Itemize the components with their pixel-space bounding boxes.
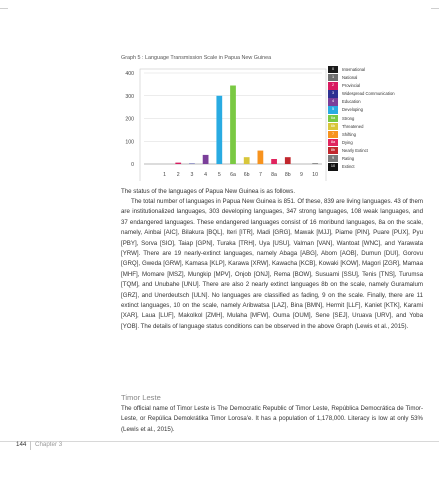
x-tick-label: 4 [204,172,208,178]
y-tick-label: 100 [125,139,134,146]
x-tick-label: 1 [163,172,166,178]
legend-label: Provincial [342,83,361,89]
legend-swatch: 4 [328,98,338,105]
legend-label: Extinct [342,164,355,170]
bar-5 [216,96,222,164]
chart-legend [328,66,404,171]
legend-entry [328,66,404,74]
bar-4 [203,155,209,164]
legend-swatch: 10 [328,163,338,170]
bar-chart-svg [118,63,328,181]
bar-8a [271,159,277,164]
x-tick-label: 3 [190,172,194,178]
x-tick-label: 6a [230,172,236,178]
legend-label: Strong [342,115,355,121]
legend-entry [328,155,404,163]
legend-label: National [342,75,358,81]
legend-label: Threatened [342,123,364,129]
timor-leste-paragraph: The official name of Timor Leste is The Democratic Republic of Timor Leste, República Democrática de Timor-Leste, or Repúlica Demokrátika Timor Lorosa'e. It has a population of 1,178,000. Literacy is low at only 53% (Lewis et al., 2015). [121,405,423,433]
legend-entry [328,147,404,155]
bar-6a [230,86,236,164]
bar-7 [258,151,264,164]
x-tick-label: 8a [271,172,277,178]
legend-label: Education [342,99,361,105]
y-tick-label: 200 [125,116,134,123]
legend-entry [328,90,404,98]
x-tick-label: 9 [300,172,303,178]
x-tick-label: 6b [243,172,250,178]
status-intro: The status of the languages of Papua New Guinea is as follows. [121,188,296,195]
legend-entry [328,131,404,139]
legend-entry [328,115,404,123]
legend-swatch: 1 [328,74,338,81]
legend-entry [328,163,404,171]
legend-swatch: 0 [328,66,338,73]
legend-label: Widespread Communication [342,91,395,97]
legend-swatch: 6b [328,123,338,130]
legend-swatch: 5 [328,106,338,113]
legend-swatch: 2 [328,82,338,89]
x-tick-label: 8b [284,172,291,178]
legend-swatch: 8b [328,147,338,154]
legend-label: Rating [342,156,355,162]
section-heading-timor-leste: Timor Leste [121,393,161,402]
legend-entry [328,139,404,147]
y-tick-label: 300 [125,93,134,100]
status-paragraph: The total number of languages in Papua New Guinea is 851. Of these, 839 are living languages. 43 of them are institutionalized languages, 303 developing languages, 347 strong languages, 108 weak languages, and 37 endangered languages. These endangered languages consist of 16 moribund languages, 8a on the scale, namely, Ainbai [AIC], Bilakura [BQL], Iteri [ITR], Madi [GRG], Mawak [MJJ], Piame [PIN], Puare [PUX], Pyu [PBY], Sorva [SIO], Taiap [GPN], Turaka [TRH], Uya [USU], Valman [VAN], Wantoat [WNC], and Yarawata [YRW]. There are 19 nearly-extinct languages, namely Abaga [ABG], Abom [AOB], Dumun [DUI], Gorovu [GRQ], Gweda [GRW], Kamasa [KLP], Karawa [XRW], Kawacha [KCB], Kowaki [KOW], Magori [ZGR], Mamaa [MHF], Momare [MSZ], Mungkip [MPV], Onjob [ONJ], Rema [BOW], Susuami [SSU], Tenis [TNS], Turumsa [TQM], and Unubahe [UNU]. There are also 2 nearly extinct languages 8b on the scale, namely Guramalum [GRZ], and Unerdeutsch [ULN]. No languages are classified as fading, 9 on the scale. Finally, there are 11 extinct languages, 10 on the scale, namely Aribwatsa [LAZ], Bina [BMN], Hermit [LLF], Kaniet [KTK], Karami [XAR], Laua [LUF], Makolkol [ZMH], Mulaha [MFW], Ouma [OUM], Sene [SEJ], Uruava [URV], and Yoba [YOB]. The details of language status conditions can be observed in the above Graph (Lewis et al., 2015). [121,198,423,330]
legend-entry [328,74,404,82]
legend-label: International [342,67,366,72]
legend-swatch: 8a [328,139,338,146]
legend-swatch: 6a [328,115,338,122]
legend-label: Nearly Extinct [342,147,368,153]
legend-entry [328,98,404,106]
legend-entry [328,123,404,131]
bar-2 [175,163,181,164]
x-tick-label: 10 [312,172,319,178]
page-number: 144 [16,441,27,448]
crop-mark-top-left [0,8,8,9]
legend-label: Dying [342,139,353,145]
legend-label: Shifting [342,131,356,137]
footer-divider [0,441,439,442]
graph-caption: Graph 5 : Language Transmission Scale in Papua New Guinea [121,55,272,61]
legend-label: Developing [342,107,363,113]
footer-separator [30,441,31,450]
bar-6b [244,157,250,164]
chapter-label: Chapter 3 [35,441,63,448]
x-tick-label: 2 [176,172,180,178]
y-tick-label: 0 [131,162,134,168]
legend-swatch: 9 [328,155,338,162]
legend-entry [328,106,404,114]
y-tick-label: 400 [125,71,134,77]
x-tick-label: 7 [258,172,262,178]
legend-entry [328,82,404,90]
legend-swatch: 7 [328,131,338,138]
bar-8b [285,157,291,164]
legend-swatch: 3 [328,90,338,97]
crop-mark-top-right [431,8,439,9]
x-tick-label: 5 [217,172,221,178]
